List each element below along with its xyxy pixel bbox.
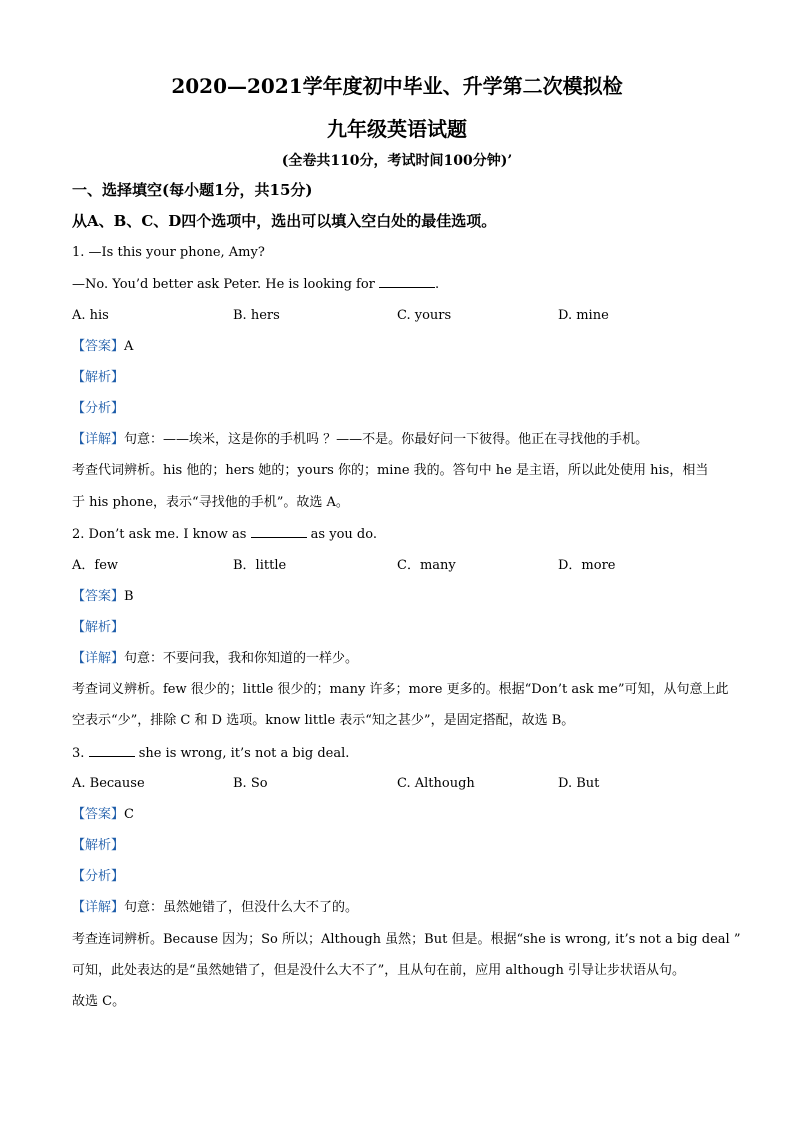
q2-answer-value: B xyxy=(124,589,134,604)
q2-explanation-1: 考查词义辨析。few 很少的；little 很少的；many 许多；more 更多的。根据“Don’t ask me”可知，从句意上此 xyxy=(72,682,729,697)
q1-option-d: D. mine xyxy=(558,308,609,323)
section-instruction: 从A、B、C、D四个选项中，选出可以填入空白处的最佳选项。 xyxy=(72,212,497,230)
q2-answer xyxy=(72,589,134,605)
q2-line1 xyxy=(72,526,377,543)
q1-option-b: B. hers xyxy=(233,308,280,323)
q1-blank xyxy=(379,276,435,288)
q3-fenxi-label: 【分析】 xyxy=(72,869,125,884)
q1-explanation-2: 于 his phone，表示“寻找他的手机”。故选 A。 xyxy=(72,495,349,510)
section-heading: 一、选择填空(每小题1分，共15分) xyxy=(72,181,313,199)
answer-label: 【答案】 xyxy=(72,339,125,354)
answer-label: 【答案】 xyxy=(72,589,125,604)
q3-line1-text: 3. xyxy=(72,746,85,761)
q1-option-a: A. his xyxy=(72,308,109,323)
q3-answer xyxy=(72,807,134,823)
q2-detail-text: 句意：不要问我，我和你知道的一样少。 xyxy=(124,651,359,666)
q3-detail-text: 句意：虽然她错了，但没什么大不了的。 xyxy=(124,900,359,915)
q1-detail-text: 句意：——埃米，这是你的手机吗 ？——不是。你最好问一下彼得。他正在寻找他的手机。 xyxy=(124,432,649,447)
exam-note: (全卷共110分，考试时间100分钟)’ xyxy=(281,153,513,169)
q3-detail xyxy=(72,900,358,916)
q3-blank xyxy=(89,745,135,757)
q1-detail xyxy=(72,432,648,448)
q1-line2-text: —No. You’d better ask Peter. He is looking for xyxy=(72,277,375,292)
q3-explanation-1: 考查连词辨析。Because 因为；So 所以；Although 虽然；But 但是。根据“she is wrong, it’s not a big deal ” xyxy=(72,932,741,947)
q3-option-d: D. But xyxy=(558,776,600,791)
q1-line1: 1. —Is this your phone, Amy? xyxy=(72,245,265,260)
q1-explanation-1: 考查代词辨析。his 他的；hers 她的；yours 你的；mine 我的。答句中 he 是主语，所以此处使用 his，相当 xyxy=(72,463,709,478)
q1-line2 xyxy=(72,276,439,293)
exam-subtitle: 九年级英语试题 xyxy=(327,117,467,141)
q3-explanation-3: 故选 C。 xyxy=(72,994,126,1009)
q2-option-c: C．many xyxy=(397,558,456,573)
answer-label: 【答案】 xyxy=(72,807,125,822)
q2-explanation-2: 空表示“少”，排除 C 和 D 选项。know little 表示“知之甚少”，是固定搭配，故选 B。 xyxy=(72,713,575,728)
detail-label: 【详解】 xyxy=(72,651,125,666)
q2-blank xyxy=(251,526,307,538)
q3-analysis-label: 【解析】 xyxy=(72,838,125,853)
q3-option-b: B. So xyxy=(233,776,268,791)
q3-option-c: C. Although xyxy=(397,776,475,791)
q2-line1-text: 2. Don’t ask me. I know as xyxy=(72,527,247,542)
q2-detail xyxy=(72,651,358,667)
q1-line2-end: . xyxy=(435,277,440,292)
q3-option-a: A. Because xyxy=(72,776,145,791)
q1-analysis-label: 【解析】 xyxy=(72,370,125,385)
q2-analysis-label: 【解析】 xyxy=(72,620,125,635)
q1-answer-value: A xyxy=(124,339,134,354)
q1-option-c: C. yours xyxy=(397,308,452,323)
detail-label: 【详解】 xyxy=(72,432,125,447)
q2-option-b: B．little xyxy=(233,558,287,573)
q3-answer-value: C xyxy=(124,807,134,822)
q3-line1 xyxy=(72,745,349,762)
q2-line1-end: as you do. xyxy=(310,527,377,542)
q3-explanation-2: 可知，此处表达的是“虽然她错了，但是没什么大不了”，且从句在前，应用 although 引导让步状语从句。 xyxy=(72,963,685,978)
q2-option-d: D．more xyxy=(558,558,616,573)
detail-label: 【详解】 xyxy=(72,900,125,915)
q3-line1-end: she is wrong, it’s not a big deal. xyxy=(138,746,350,761)
exam-title: 2020—2021学年度初中毕业、升学第二次模拟检 xyxy=(171,74,623,98)
q2-option-a: A．few xyxy=(72,558,119,573)
q1-fenxi-label: 【分析】 xyxy=(72,401,125,416)
q1-answer xyxy=(72,339,133,355)
